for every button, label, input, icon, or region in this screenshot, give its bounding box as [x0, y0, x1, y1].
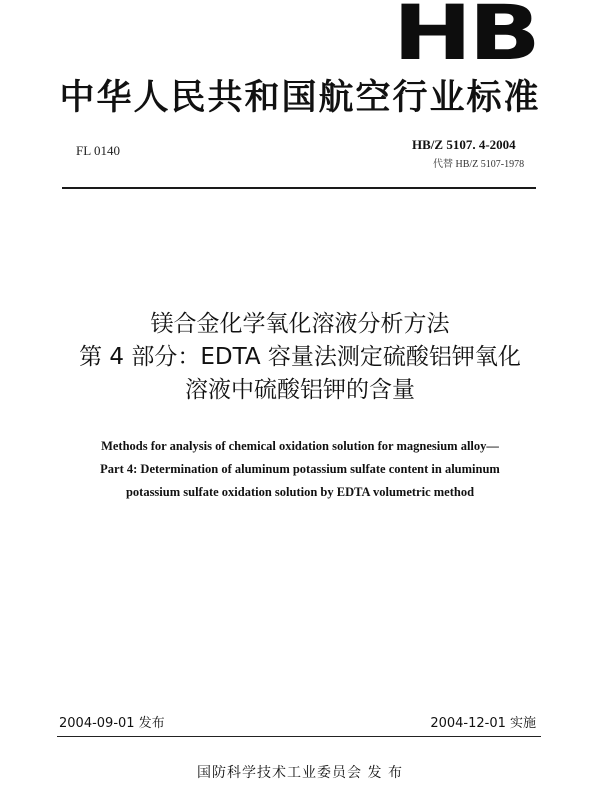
chinese-title-line-1: 镁合金化学氧化溶液分析方法 — [150, 311, 450, 337]
chinese-title-line-2: 第 4 部分：EDTA 容量法测定硫酸铝钾氧化 — [79, 344, 521, 370]
header-divider — [62, 187, 536, 189]
implementation-date: 2004-12-01 实施 — [430, 716, 536, 731]
chinese-title-line-3: 溶液中硫酸铝钾的含量 — [185, 377, 415, 403]
english-title-line-1: Methods for analysis of chemical oxidation solution for magnesium alloy— — [101, 439, 499, 453]
standard-number: HB/Z 5107. 4-2004 — [412, 137, 516, 152]
hb-logo: HB — [392, 0, 538, 77]
english-title-line-3: potassium sulfate oxidation solution by EDTA volumetric method — [125, 485, 475, 499]
issue-date: 2004-09-01 发布 — [59, 716, 165, 731]
chinese-title — [0, 308, 600, 407]
english-title-line-2: Part 4: Determination of aluminum potassium sulfate content in aluminum — [100, 462, 500, 476]
footer-divider — [57, 736, 541, 737]
publisher: 国防科学技术工业委员会 发 布 — [197, 765, 403, 781]
english-title — [0, 435, 600, 504]
ics-code: FL 0140 — [76, 143, 120, 158]
replaces-note: 代替 HB/Z 5107-1978 — [433, 159, 525, 170]
org-title: 中华人民共和国航空行业标准 — [59, 78, 541, 118]
